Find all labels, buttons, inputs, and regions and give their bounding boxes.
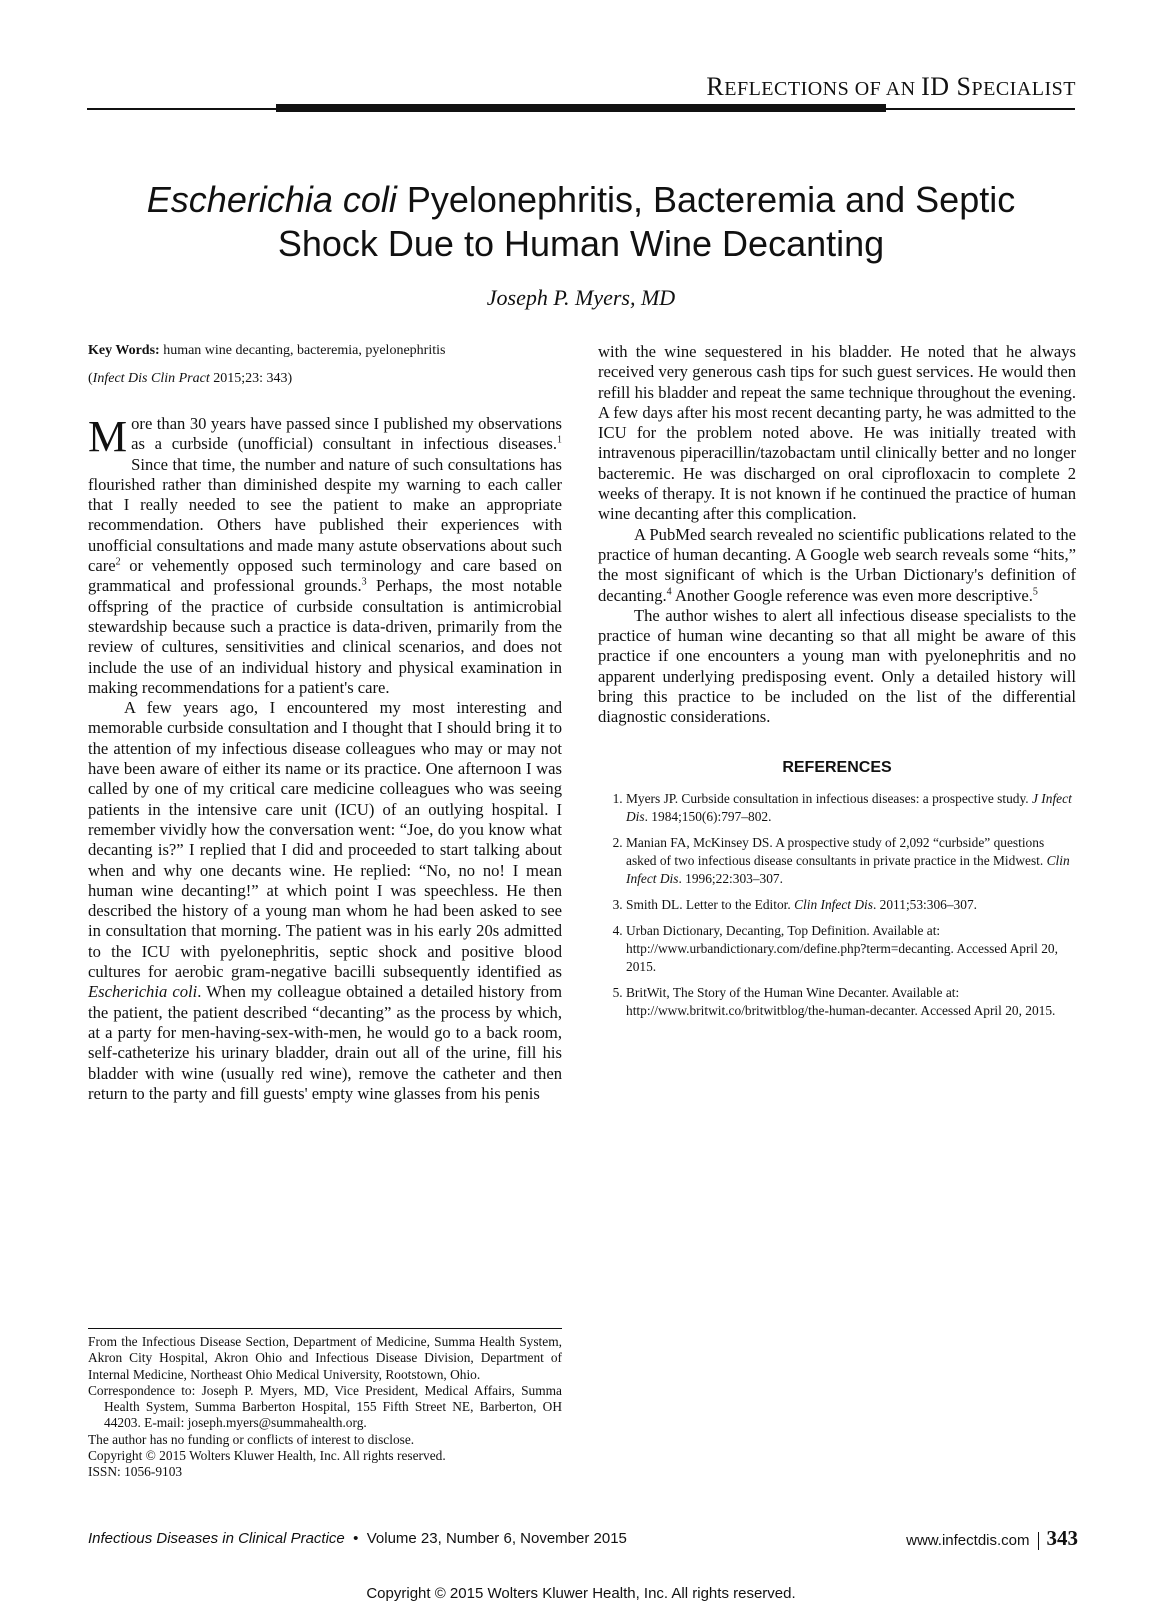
footer-right [906, 1526, 1078, 1551]
bottom-copyright: Copyright © 2015 Wolters Kluwer Health, Inc. All rights reserved. [366, 1585, 796, 1602]
ref-text: . 1984;150(6):797–802. [644, 808, 772, 824]
keywords [88, 342, 562, 360]
references-list [598, 790, 1076, 1020]
footer-divider [1038, 1532, 1039, 1550]
footnote-copyright: Copyright © 2015 Wolters Kluwer Health, Inc. All rights reserved. [88, 1448, 446, 1464]
footer-volume: Volume 23, Number 6, November 2015 [366, 1530, 627, 1547]
right-column [598, 342, 1076, 1028]
keywords-text: human wine decanting, bacteremia, pyelonephritis [159, 343, 446, 358]
p1-text: ore than 30 years have passed since I published my observations as a curbside (unofficial) consultant in infectious diseases. [131, 414, 562, 454]
footnote-funding: The author has no funding or conflicts of interest to disclose. [88, 1431, 415, 1447]
footnote-affiliation: From the Infectious Disease Section, Department of Medicine, Summa Health System, Akron City Hospital, Akron Ohio and Infectious Disease Division, Department of Internal Medicine, Northeast Ohio Medical University, Rootstown, Ohio. [88, 1334, 562, 1382]
p3-text: Another Google reference was even more descriptive. [671, 585, 1033, 605]
section-heading-part: R [706, 72, 725, 101]
left-column [88, 342, 562, 1104]
p1-text: Since that time, the number and nature of such consultations has flourished rather than diminished despite my warning to each caller that I really needed to see the patient to make an appropriate recommendation. Others have published their experiences with unofficial consultations and made many astute observations about such care [88, 454, 562, 576]
reference-item [626, 790, 1076, 826]
section-heading-part: S [949, 72, 972, 101]
footer-url[interactable]: www.infectdis.com [906, 1532, 1030, 1549]
reference-item [626, 984, 1076, 1020]
citation-journal: Infect Dis Clin Pract [92, 371, 210, 386]
ref-text: . 1996;22:303–307. [678, 870, 783, 886]
ref-sup: 2 [115, 556, 121, 568]
header-rule-thick [276, 104, 886, 112]
references-heading: REFERENCES [782, 758, 892, 776]
page-number: 343 [1046, 1526, 1078, 1550]
paragraph-4: The author wishes to alert all infectious disease specialists to the practice of human wine decanting so that all might be aware of this practice if one encounters a young man with pyelonephritis and no apparent underlying predisposing event. Only a detailed history will bring this practice to be included on the list of the differential diagnostic considerations. [598, 605, 1076, 727]
paragraph-1 [88, 414, 562, 698]
ref-text: . 2011;53:306–307. [872, 896, 977, 912]
paragraph-2 [88, 698, 562, 1104]
drop-cap: M [88, 412, 128, 461]
section-heading-part: ID [921, 72, 950, 101]
footer-bullet: • [353, 1530, 359, 1547]
keywords-label: Key Words: [88, 343, 160, 358]
ref-text: BritWit, The Story of the Human Wine Decanter. Available at: http://www.britwit.co/britwitblog/the-human-decanter. Accessed April 20, 2015. [626, 984, 1056, 1018]
reference-item [626, 922, 1076, 976]
ref-text: Manian FA, McKinsey DS. A prospective study of 2,092 “curbside” questions asked of two infectious disease consultants in private practice in the Midwest. [626, 834, 1047, 868]
p2-species: Escherichia coli [88, 982, 198, 1002]
title-species: Escherichia coli [146, 179, 397, 220]
ref-journal: Clin Infect Dis [794, 896, 873, 912]
reference-item [626, 834, 1076, 888]
footnote [88, 1334, 562, 1481]
footer-journal: Infectious Diseases in Clinical Practice [88, 1530, 345, 1547]
p3-text: A PubMed search revealed no scientific publications related to the practice of human decanting. A Google web search reveals some “hits,” the most significant of which is the Urban Dictionary's definition of decanting. [598, 524, 1076, 605]
reference-item [626, 896, 1076, 914]
citation-rest: 2015;23: 343) [209, 371, 293, 386]
section-heading-part: EFLECTIONS OF AN [724, 78, 922, 100]
paragraph-3 [598, 525, 1076, 606]
page-footer [88, 1526, 1078, 1550]
footnote-issn: ISSN: 1056-9103 [88, 1464, 183, 1480]
ref-text: Smith DL. Letter to the Editor. [626, 896, 795, 912]
paragraph-2-cont: with the wine sequestered in his bladder. He noted that he always received very generous cash tips for such guest services. He would then refill his bladder and repeat the same technique throughout the evening. A few days after his most recent decanting party, he was admitted to the ICU for the problem noted above. He was initially treated with intravenous piperacillin/tazobactam until clinically better and no longer bacteremic. He was discharged on oral ciprofloxacin to complete 2 weeks of therapy. It is not known if he continued the practice of human wine decanting after this complication. [598, 342, 1076, 524]
ref-sup: 1 [557, 434, 562, 446]
title-line2: Shock Due to Human Wine Decanting [277, 223, 885, 264]
ref-sup: 4 [666, 586, 672, 598]
citation [88, 370, 562, 388]
article-title [80, 178, 1082, 266]
author-name: Joseph P. Myers, MD [486, 285, 676, 310]
section-heading-part: PECIALIST [971, 78, 1076, 100]
citation-open: ( [88, 371, 93, 386]
p1-text: Perhaps, the most notable offspring of the practice of curbside consultation is antimicrobial stewardship because such a practice is data-driven, primarily from the review of cultures, sensitivities and clinical scenarios, and does not include the use of an individual history and physical examination in making recommendations for a patient's care. [88, 576, 562, 697]
ref-text: Urban Dictionary, Decanting, Top Definition. Available at: http://www.urbandictionary.com/define.php?term=decanting. Accessed April 20, 2015. [626, 922, 1058, 974]
ref-journal: J Infect Dis [626, 790, 1072, 824]
title-line1: Pyelonephritis, Bacteremia and Septic [396, 179, 1016, 220]
footnote-rule [88, 1328, 562, 1329]
p1-text: or vehemently opposed such terminology and care based on grammatical and professional grounds. [88, 556, 562, 596]
ref-sup: 5 [1032, 586, 1038, 598]
ref-text: Myers JP. Curbside consultation in infectious diseases: a prospective study. [626, 790, 1033, 806]
p2-text: . When my colleague obtained a detailed history from the patient, the patient described “decanting” as the process by which, at a party for men-having-sex-with-men, he would go to a back room, self-catheterize his urinary bladder, drain out all of the urine, fill his bladder with wine (usually red wine), remove the catheter and then return to the party and fill guests' empty wine glasses from his penis [88, 982, 562, 1103]
p2-text: A few years ago, I encountered my most interesting and memorable curbside consultation and I thought that I should bring it to the attention of my infectious disease colleagues who may or may not have been aware of either its name or its practice. One afternoon I was called by one of my critical care medicine colleagues who was seeing patients in the intensive care unit (ICU) of an outlying hospital. I remember vividly how the conversation went: “Joe, do you know what decanting is?” I replied that I did and proceeded to start talking about when and why one decants wine. He replied: “No, no no! I mean human wine decanting!” at which point I was speechless. He then described the history of a young man whom he had been asked to see in consultation that morning. The patient was in his early 20s admitted to the ICU with pyelonephritis, septic shock and positive blood cultures for aerobic gram-negative bacilli subsequently identified as [88, 698, 562, 982]
ref-sup: 3 [361, 576, 367, 588]
footnote-correspondence: Correspondence to: Joseph P. Myers, MD, Vice President, Medical Affairs, Summa Health System, Summa Barberton Hospital, 155 Fifth Street NE, Barberton, OH 44203. E-mail: joseph.myers@summahealth.org. [88, 1382, 562, 1431]
section-heading [0, 72, 1076, 102]
ref-journal: Clin Infect Dis [626, 852, 1070, 886]
